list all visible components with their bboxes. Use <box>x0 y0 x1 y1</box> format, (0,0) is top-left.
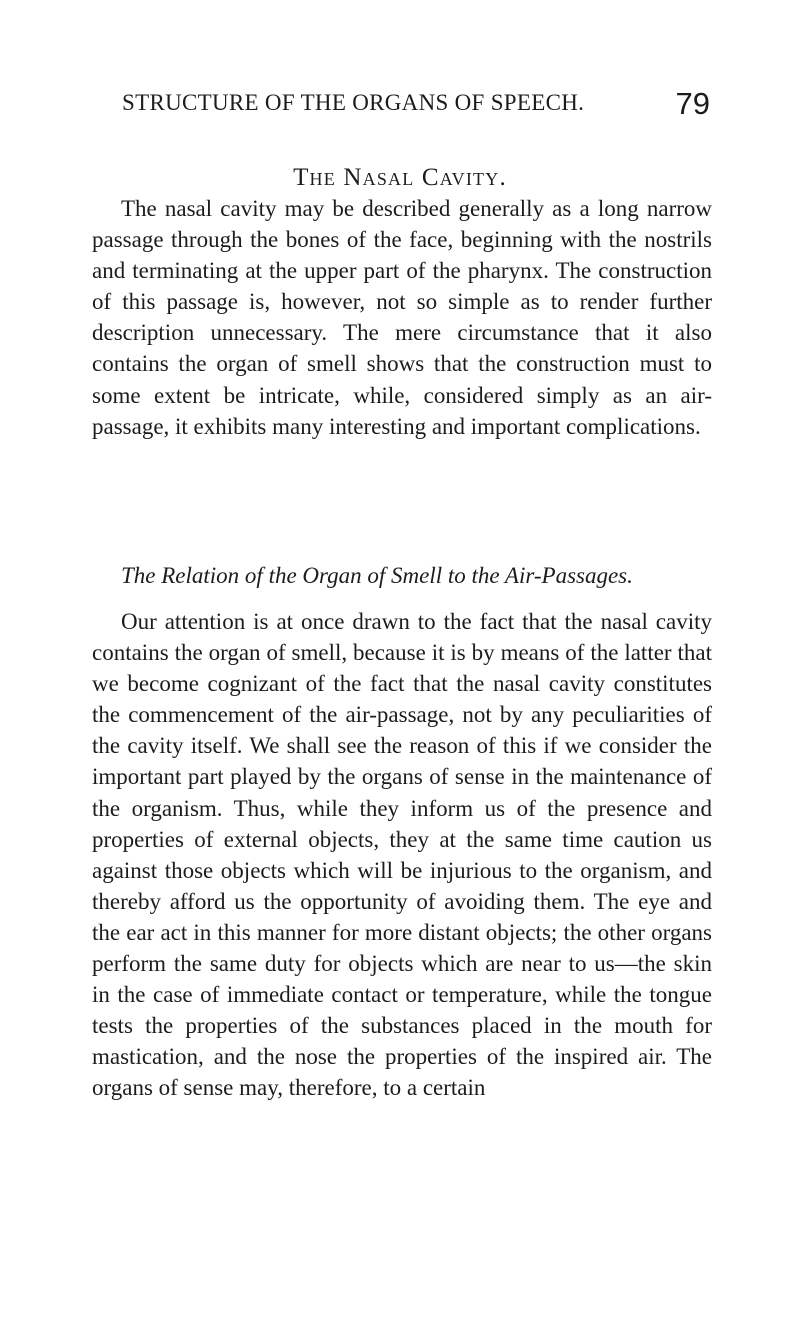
page-header <box>122 86 710 126</box>
section-title: The Nasal Cavity. <box>293 164 507 191</box>
running-head: STRUCTURE OF THE ORGANS OF SPEECH. <box>122 90 585 115</box>
body-paragraph: The nasal cavity may be described generally as a long narrow passage through the bones of the face, beginning with the nostrils and terminating at the upper part of the pharynx. The construction of this passage is, however, not so simple as to render further description unnecessary. The mere circumstance that it also contains the organ of smell shows that the construction must to some extent be intricate, while, considered simply as an air-passage, it exhibits many interesting and important complications. <box>92 196 712 439</box>
body-paragraph: Our attention is at once drawn to the fact that the nasal cavity contains the organ of smell, because it is by means of the latter that we become cognizant of the fact that the nasal cavity constitutes the commencement of the air-passage, not by any peculiarities of the cavity itself. We shall see the reason of this if we consider the important part played by the organs of sense in the maintenance of the organism. Thus, while they inform us of the presence and properties of external objects, they at the same time caution us against those objects which will be injurious to the organism, and thereby afford us the opportunity of avoiding them. The eye and the ear act in this manner for more distant objects; the other organs perform the same duty for objects which are near to us—the skin in the case of immediate contact or temperature, while the tongue tests the properties of the substances placed in the mouth for mastication, and the nose the properties of the inspired air. The organs of sense may, therefore, to a certain <box>92 609 712 1101</box>
subsection-title: The Relation of the Organ of Smell to the Air-Passages. <box>121 563 633 588</box>
page-number: 79 <box>675 86 710 121</box>
